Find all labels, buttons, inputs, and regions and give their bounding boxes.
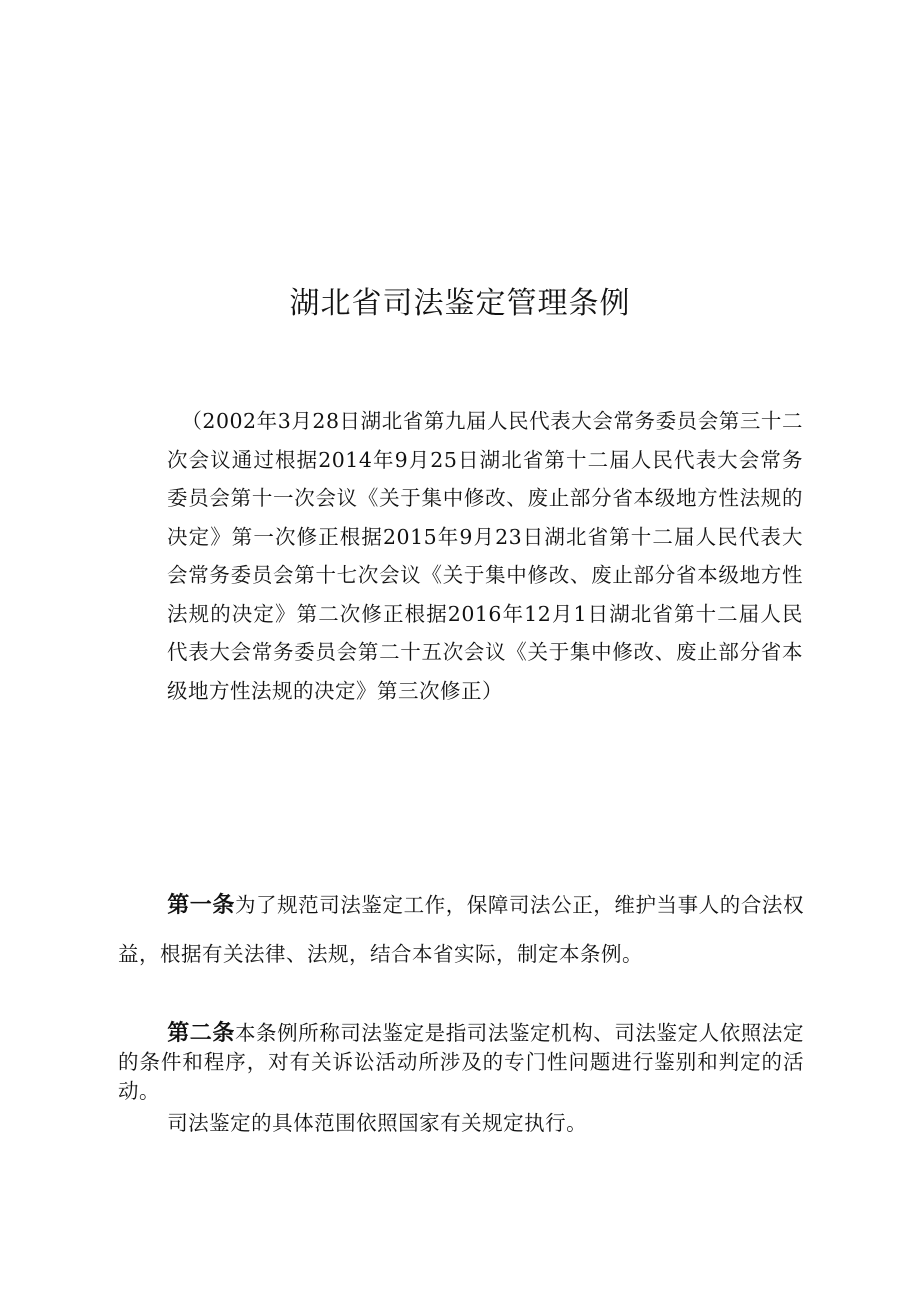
- article-1-label: 第一条: [167, 893, 235, 918]
- article-2-label: 第二条: [167, 1021, 235, 1046]
- article-2-text: 本条例所称司法鉴定是指司法鉴定机构、司法鉴定人依照法定的条件和程序，对有关诉讼活动所涉及的专门性问题进行鉴别和判定的活动。: [118, 1021, 804, 1103]
- article-1: [118, 881, 804, 978]
- document-title: 湖北省司法鉴定管理条例: [289, 286, 631, 321]
- article-2: [118, 1019, 804, 1106]
- article-2-paragraph-2: 司法鉴定的具体范围依照国家有关规定执行。: [167, 1111, 588, 1135]
- article-1-text: 为了规范司法鉴定工作，保障司法公正，维护当事人的合法权益，根据有关法律、法规，结合本省实际，制定本条例。: [118, 893, 804, 966]
- document-preamble: （2002年3月28日湖北省第九届人民代表大会常务委员会第三十二次会议通过根据2014年9月25日湖北省第十二届人民代表大会常务委员会第十一次会议《关于集中修改、废止部分省本级地方性法规的决定》第一次修正根据2015年9月23日湖北省第十二届人民代表大会常务委员会第十七次会议《关于集中修改、废止部分省本级地方性法规的决定》第二次修正根据2016年12月1日湖北省第十二届人民代表大会常务委员会第二十五次会议《关于集中修改、废止部分省本级地方性法规的决定》第三次修正）: [167, 409, 803, 703]
